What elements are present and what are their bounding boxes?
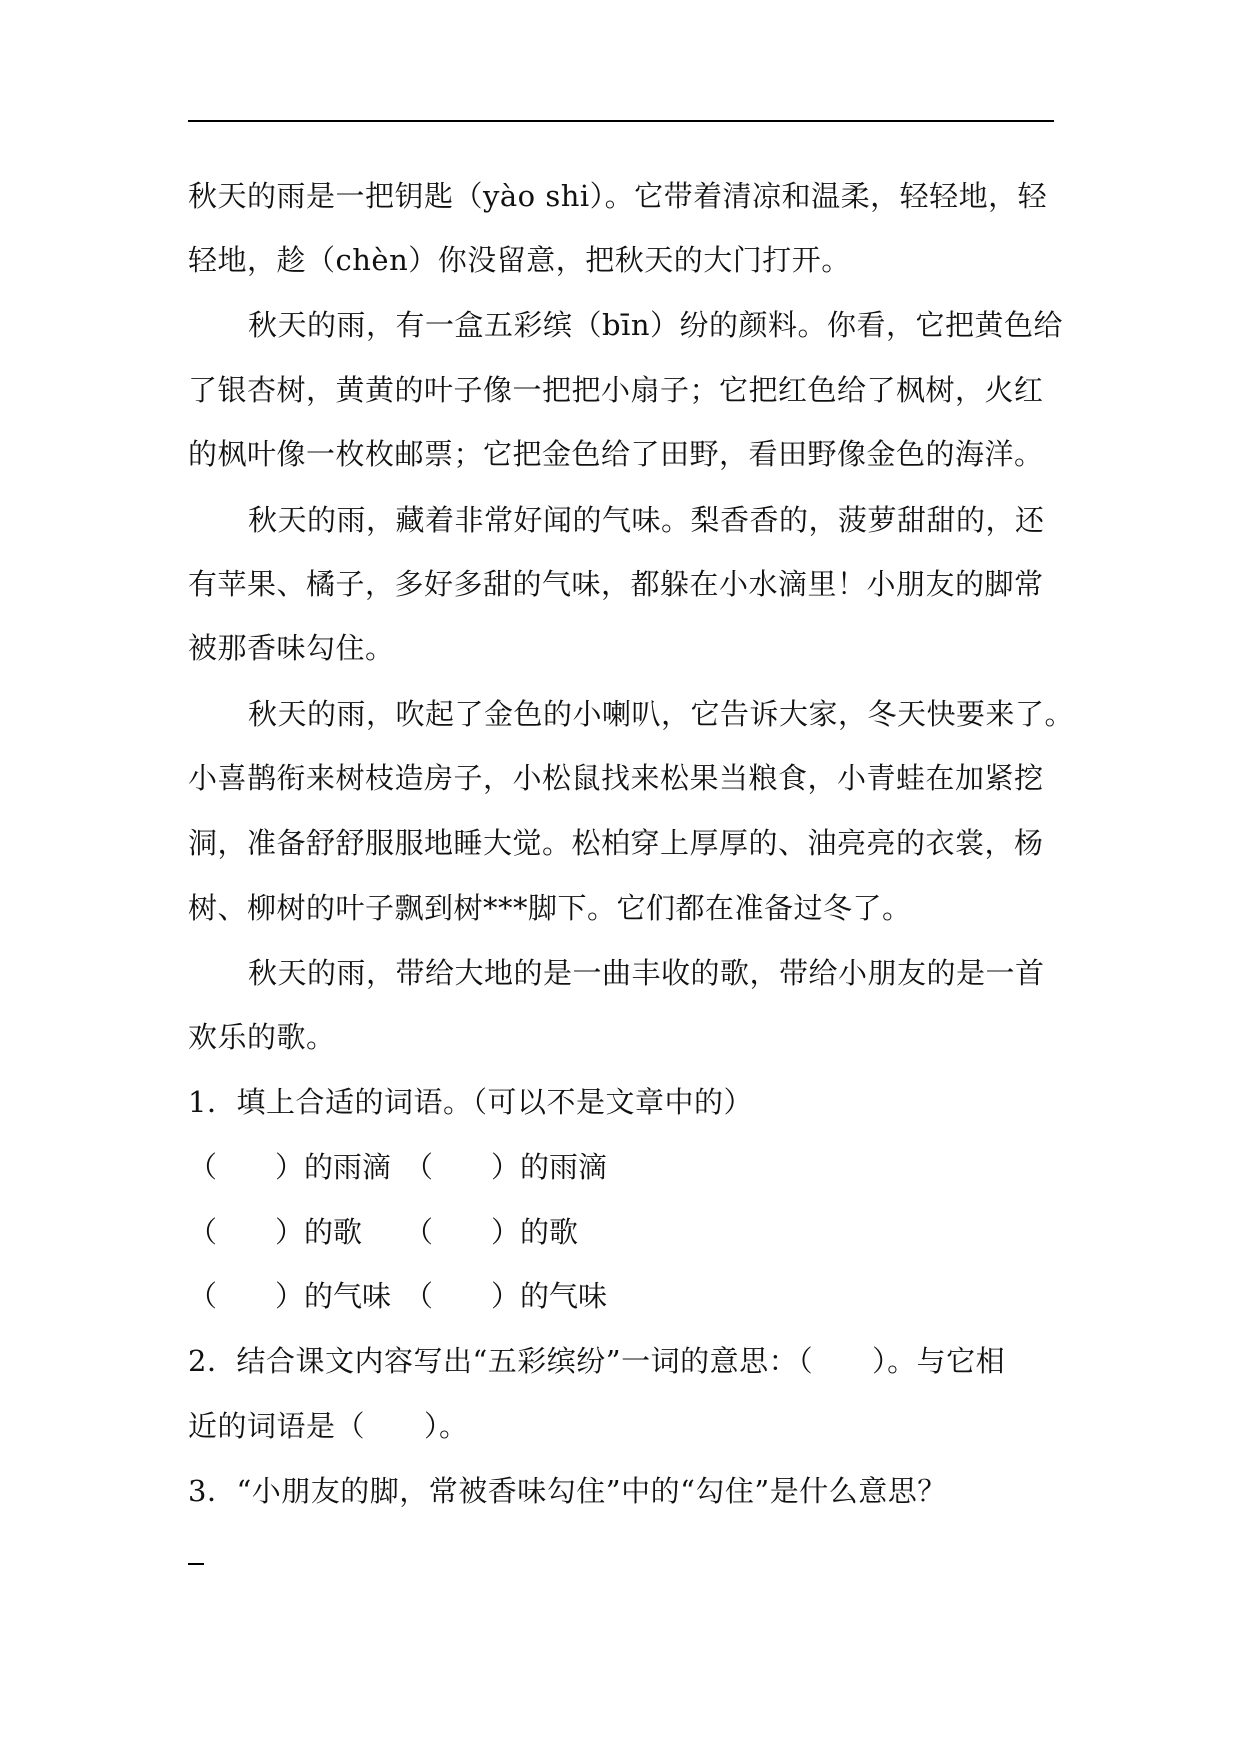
fill-blank-item: （ ）的歌: [404, 1215, 579, 1249]
passage-line: 秋天的雨，有一盒五彩缤（bīn）纷的颜料。你看，它把黄色给: [248, 308, 1064, 342]
passage-line: 小喜鹊衔来树枝造房子，小松鼠找来松果当粮食，小青蛙在加紧挖: [188, 761, 1044, 795]
passage-line: 的枫叶像一枚枚邮票；它把金色给了田野，看田野像金色的海洋。: [188, 437, 1044, 471]
question-2: 2．结合课文内容写出“五彩缤纷”一词的意思：（ ）。与它相: [188, 1344, 1006, 1378]
fill-blank-item: （ ）的气味: [188, 1279, 392, 1313]
header-rule: [188, 120, 1054, 122]
question-2-cont: 近的词语是（ ）。: [188, 1409, 469, 1443]
fill-blank-row: [188, 1276, 607, 1316]
fill-blank-item: （ ）的歌: [188, 1215, 363, 1249]
fill-blank-row: [188, 1147, 607, 1187]
passage-line: 秋天的雨，带给大地的是一曲丰收的歌，带给小朋友的是一首: [248, 956, 1045, 990]
answer-line: [188, 1563, 204, 1565]
fill-blank-row: [188, 1212, 578, 1252]
passage-line: 秋天的雨，吹起了金色的小喇叭，它告诉大家，冬天快要来了。: [248, 697, 1075, 731]
question-1: 1．填上合适的词语。（可以不是文章中的）: [188, 1085, 753, 1119]
fill-blank-item: （ ）的雨滴: [404, 1150, 608, 1184]
fill-blank-item: （ ）的雨滴: [188, 1150, 392, 1184]
passage-line: 有苹果、橘子，多好多甜的气味，都躲在小水滴里！小朋友的脚常: [188, 567, 1044, 601]
passage-line: 了银杏树，黄黄的叶子像一把把小扇子；它把红色给了枫树，火红: [188, 373, 1044, 407]
fill-blank-item: （ ）的气味: [404, 1279, 608, 1313]
passage-line: 欢乐的歌。: [188, 1020, 336, 1054]
passage-line: 秋天的雨，藏着非常好闻的气味。梨香香的，菠萝甜甜的，还: [248, 503, 1045, 537]
question-3: 3．“小朋友的脚，常被香味勾住”中的“勾住”是什么意思？: [188, 1474, 947, 1508]
passage-line: 树、柳树的叶子飘到树***脚下。它们都在准备过冬了。: [188, 891, 912, 925]
passage-line: 被那香味勾住。: [188, 631, 395, 665]
passage-line: 洞，准备舒舒服服地睡大觉。松柏穿上厚厚的、油亮亮的衣裳，杨: [188, 826, 1044, 860]
passage-line: 轻地，趁（chèn）你没留意，把秋天的大门打开。: [188, 243, 851, 277]
passage-line: 秋天的雨是一把钥匙（yào shi）。它带着清凉和温柔，轻轻地，轻: [188, 179, 1048, 213]
